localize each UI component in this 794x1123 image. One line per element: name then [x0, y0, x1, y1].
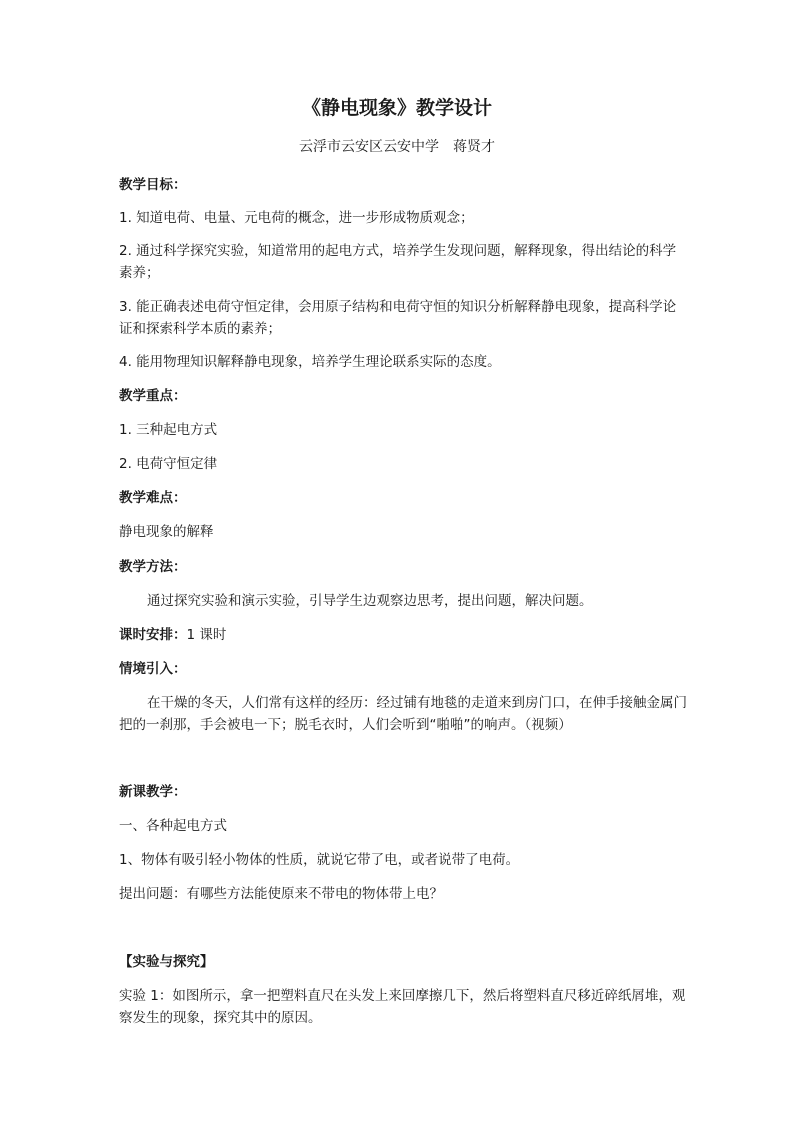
- author-line: 云浮市云安区云安中学 蒋贤才: [299, 139, 495, 155]
- objectives-heading: 教学目标：: [119, 177, 187, 193]
- key-point-1: 1. 三种起电方式: [119, 422, 218, 438]
- key-points-heading: 教学重点：: [119, 388, 187, 404]
- objective-item-1: 1. 知道电荷、电量、元电荷的概念，进一步形成物质观念；: [119, 210, 474, 226]
- key-point-2: 2. 电荷守恒定律: [119, 456, 218, 472]
- schedule-line: [119, 625, 689, 645]
- objective-item-4: 4. 能用物理知识解释静电现象，培养学生理论联系实际的态度。: [119, 354, 501, 370]
- experiment-text: 实验 1：如图所示，拿一把塑料直尺在头发上来回摩擦几下，然后将塑料直尺移近碎纸屑堆，观察发生的现象，探究其中的原因。: [119, 988, 686, 1026]
- method-text: 通过探究实验和演示实验，引导学生边观察边思考，提出问题，解决问题。: [147, 593, 593, 609]
- schedule-heading: 课时安排：: [119, 627, 187, 643]
- experiment-heading: 【实验与探究】: [119, 954, 214, 970]
- objective-item-2: 2. 通过科学探究实验，知道常用的起电方式，培养学生发现问题，解释现象，得出结论的科学素养；: [119, 243, 677, 281]
- method-heading: 教学方法：: [119, 559, 187, 575]
- difficulty-heading: 教学难点：: [119, 490, 187, 506]
- section-1-heading: 一、各种起电方式: [119, 818, 227, 834]
- new-lesson-heading: 新课教学：: [119, 784, 187, 800]
- intro-heading: 情境引入：: [119, 661, 187, 677]
- question-text: 提出问题：有哪些方法能使原来不带电的物体带上电？: [119, 886, 443, 902]
- objective-item-3: 3. 能正确表述电荷守恒定律，会用原子结构和电荷守恒的知识分析解释静电现象，提高科学论证和探索科学本质的素养；: [119, 299, 677, 337]
- difficulty-text: 静电现象的解释: [119, 524, 214, 540]
- point-1-text: 1、物体有吸引轻小物体的性质，就说它带了电，或者说带了电荷。: [119, 852, 520, 868]
- intro-text: 在干燥的冬天，人们常有这样的经历：经过铺有地毯的走道来到房门口，在伸手接触金属门把的一刹那，手会被电一下；脱毛衣时，人们会听到“啪啪”的响声。（视频）: [119, 695, 687, 733]
- document-title: 《静电现象》教学设计: [301, 97, 492, 119]
- schedule-text: 1 课时: [186, 627, 227, 643]
